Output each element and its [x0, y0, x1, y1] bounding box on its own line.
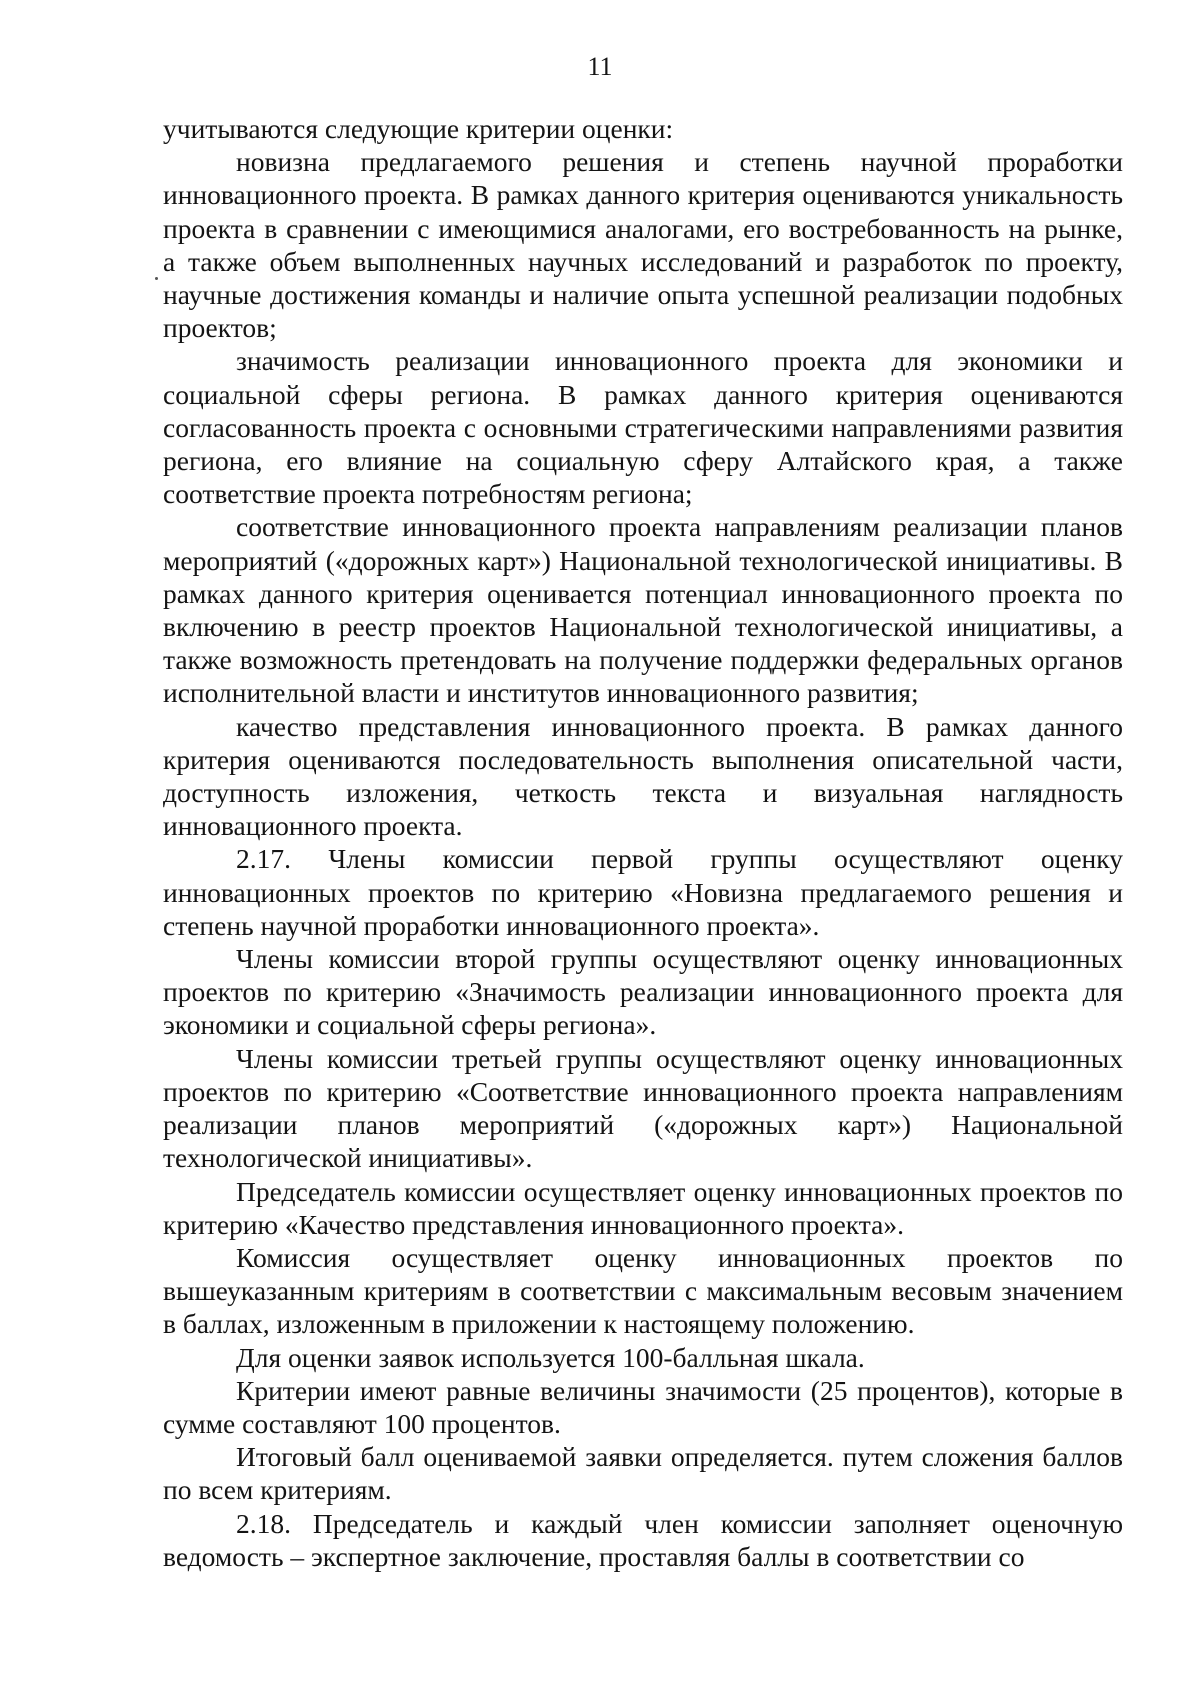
paragraph-2-18: 2.18. Председатель и каждый член комиссии заполняет оценочную ведомость – экспертное заключение, проставляя баллы в соответствии со: [163, 1507, 1123, 1572]
paragraph-intro: учитываются следующие критерии оценки:: [163, 113, 674, 144]
page-number: 11: [587, 52, 613, 81]
paragraph-criterion-presentation: качество представления инновационного проекта. В рамках данного критерия оцениваются последовательность выполнения описательной части, доступность изложения, четкость текста и визуальная наглядность инновационного проекта.: [163, 710, 1123, 842]
paragraph-weights: Критерии имеют равные величины значимости (25 процентов), которые в сумме составляют 100 процентов.: [163, 1374, 1123, 1439]
paragraph-2-17-first-group: 2.17. Члены комиссии первой группы осуществляют оценку инновационных проектов по критерию «Новизна предлагаемого решения и степень научной проработки инновационного проекта».: [163, 843, 1123, 941]
paragraph-total-score: Итоговый балл оцениваемой заявки определяется. путем сложения баллов по всем критериям.: [163, 1441, 1123, 1506]
paragraph-criterion-significance: значимость реализации инновационного проекта для экономики и социальной сферы региона. В рамках данного критерия оцениваются согласованность проекта с основными стратегическими направлениями развития региона, его влияние на социальную сферу Алтайского края, а также соответствие проекта потребностям региона;: [163, 345, 1123, 510]
paragraph-second-group: Члены комиссии второй группы осуществляют оценку инновационных проектов по критерию «Значимость реализации инновационного проекта для экономики и социальной сферы региона».: [163, 943, 1123, 1041]
scan-speck: [155, 277, 158, 280]
paragraph-third-group: Члены комиссии третьей группы осуществляют оценку инновационных проектов по критерию «Соответствие инновационного проекта направлениям реализации планов мероприятий («дорожных карт») Национальной технологической инициативы».: [163, 1042, 1123, 1174]
paragraph-scale: Для оценки заявок используется 100-балльная шкала.: [236, 1341, 865, 1373]
document-body: [163, 112, 1123, 1573]
paragraph-criterion-novelty: новизна предлагаемого решения и степень научной проработки инновационного проекта. В рамках данного критерия оцениваются уникальность проекта в сравнении с имеющимися аналогами, его востребованность на рынке, а также объем выполненных научных исследований и разработок по проекту, научные достижения команды и наличие опыта успешной реализации подобных проектов;: [163, 146, 1123, 344]
paragraph-criterion-nti-compliance: соответствие инновационного проекта направлениям реализации планов мероприятий («дорожных карт») Национальной технологической инициативы. В рамках данного критерия оценивается потенциал инновационного проекта по включению в реестр проектов Национальной технологической инициативы, а также возможность претендовать на получение поддержки федеральных органов исполнительной власти и институтов инновационного развития;: [163, 511, 1123, 709]
paragraph-chairman: Председатель комиссии осуществляет оценку инновационных проектов по критерию «Качество представления инновационного проекта».: [163, 1175, 1123, 1240]
paragraph-commission: Комиссия осуществляет оценку инновационных проектов по вышеуказанным критериям в соответствии с максимальным весовым значением в баллах, изложенным в приложении к настоящему положению.: [163, 1241, 1123, 1340]
